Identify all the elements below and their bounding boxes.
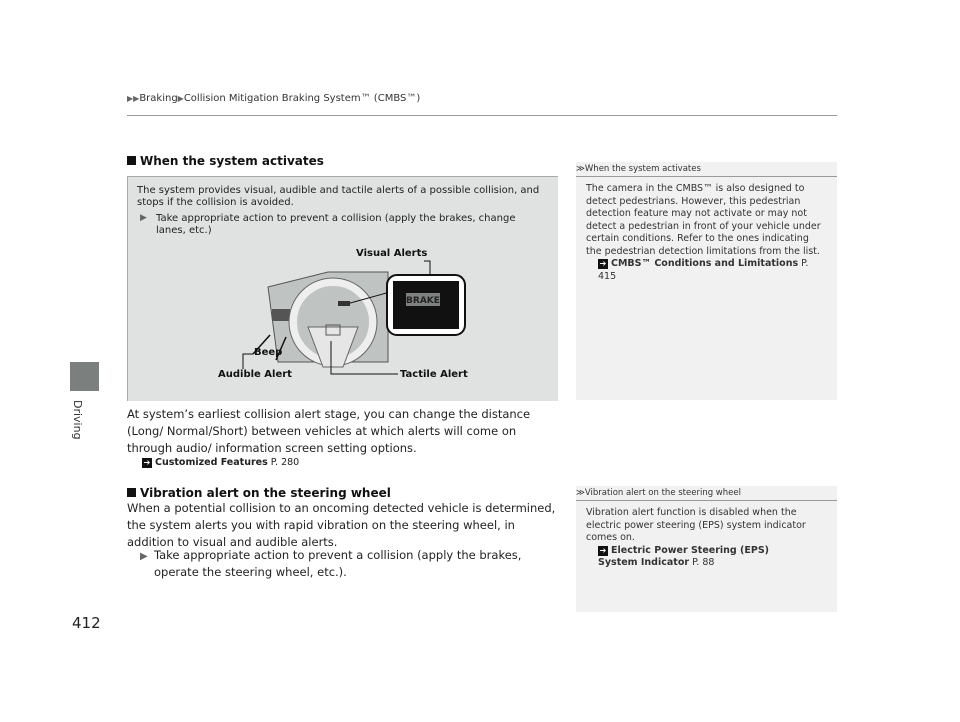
- page-number: 412: [72, 614, 101, 632]
- section-bullet: Take appropriate action to prevent a collision (apply the brakes, operate the steering wheel, etc.).: [154, 548, 522, 579]
- cross-reference-link[interactable]: ➔ Customized Features P. 280: [143, 457, 300, 468]
- info-box: [127, 176, 558, 401]
- note-body: The camera in the CMBS™ is also designed to detect pedestrians. However, this pedestrian detection feature may not activate or may not detect a pedestrian in front of your vehicle under certain conditions. Refer to the ones indicating the pedestrian detection limitations from the list.: [586, 183, 821, 257]
- reference-arrow-icon: ➔: [143, 458, 151, 467]
- section-heading: Vibration alert on the steering wheel: [127, 486, 391, 500]
- cross-reference-link[interactable]: ➔ Electric Power Steering (EPS) System Indicator P. 88: [598, 544, 770, 568]
- note-body: Vibration alert function is disabled when the electric power steering (EPS) system indicator comes on.: [586, 507, 806, 543]
- bullet-arrow-icon: ▶: [140, 213, 147, 223]
- reference-arrow-icon: ➔: [599, 545, 607, 555]
- sidebar-note: [576, 162, 837, 400]
- section-body: When a potential collision to an oncoming detected vehicle is determined, the system alerts you with rapid vibration on the steering wheel, in addition to visual and audible alerts.: [127, 501, 556, 549]
- header-divider: [127, 115, 837, 116]
- tactile-alert-label: Tactile Alert: [400, 369, 468, 380]
- chapter-tab-label: Driving: [71, 400, 84, 440]
- note-icon: ≫: [576, 488, 585, 498]
- breadcrumb: ▶▶Braking▶Collision Mitigation Braking System™ (CMBS™): [127, 93, 421, 104]
- chapter-tab-block: [70, 362, 99, 391]
- cross-reference-link[interactable]: ➔ CMBS™ Conditions and Limitations P. 415: [598, 258, 809, 282]
- beep-label: Beep: [254, 347, 283, 358]
- note-icon: ≫: [576, 164, 585, 174]
- audible-alert-label: Audible Alert: [218, 369, 292, 380]
- section-body: At system’s earliest collision alert stage, you can change the distance (Long/ Normal/Short) between vehicles at which alerts will come on through audio/ information screen setting options.: [127, 407, 531, 455]
- note-title: Vibration alert on the steering wheel: [584, 488, 741, 498]
- bullet-arrow-icon: ▶: [140, 551, 148, 562]
- breadcrumb-item[interactable]: Collision Mitigation Braking System™ (CMBS™): [183, 93, 421, 104]
- note-title: When the system activates: [584, 164, 701, 174]
- brake-indicator: BRAKE: [406, 296, 440, 306]
- reference-arrow-icon: ➔: [599, 259, 607, 268]
- breadcrumb-item[interactable]: Braking: [139, 93, 178, 104]
- box-bullet: Take appropriate action to prevent a collision (apply the brakes, change lanes, etc.): [156, 213, 516, 236]
- box-text: The system provides visual, audible and tactile alerts of a possible collision, and stops if the collision is avoided.: [137, 185, 540, 208]
- steering-wheel-illustration: [128, 177, 558, 401]
- sidebar-note: [576, 486, 837, 612]
- section-heading: When the system activates: [127, 154, 324, 168]
- visual-alerts-label: Visual Alerts: [356, 248, 428, 259]
